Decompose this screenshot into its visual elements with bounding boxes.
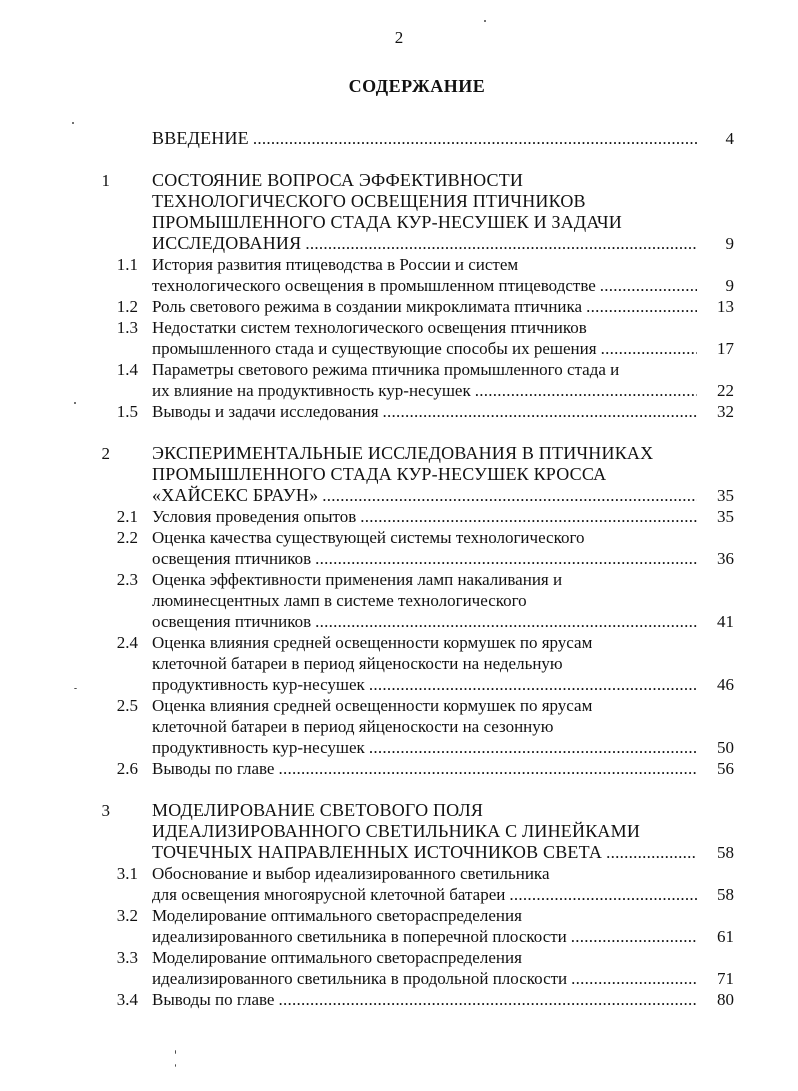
toc-entry-number: 2.1	[116, 507, 138, 526]
toc-entry-text: Моделирование оптимального светораспределения	[152, 906, 522, 925]
toc-entry-page: 4	[725, 129, 734, 148]
toc-entry-text: идеализированного светильника в продольной плоскости	[152, 969, 568, 988]
toc-entry-number: 3.2	[116, 906, 138, 925]
toc-entry-page: 58	[717, 885, 734, 904]
toc-entry-text: Выводы и задачи исследования	[152, 402, 379, 421]
dot-leader	[606, 842, 697, 863]
toc-entry-number: 2	[101, 444, 110, 463]
toc-entry-text: Моделирование оптимального светораспределения	[152, 948, 522, 967]
toc-entry-text: Выводы по главе	[152, 990, 275, 1009]
toc-entry-page: 9	[725, 276, 734, 295]
toc-entry-text: Оценка качества существующей системы технологического	[152, 528, 585, 547]
toc-entry-number: 2.5	[116, 696, 138, 715]
toc-entry-text: Условия проведения опытов	[152, 507, 357, 526]
scan-speck	[72, 122, 74, 124]
toc-entry-text: Оценка влияния средней освещенности кормушек по ярусам	[152, 633, 593, 652]
scan-speck	[74, 402, 76, 404]
toc-entry-text: МОДЕЛИРОВАНИЕ СВЕТОВОГО ПОЛЯ	[152, 800, 484, 820]
toc-entry-text: ТЕХНОЛОГИЧЕСКОГО ОСВЕЩЕНИЯ ПТИЧНИКОВ	[152, 191, 586, 211]
toc-entry-text: ПРОМЫШЛЕННОГО СТАДА КУР-НЕСУШЕК КРОССА	[152, 464, 607, 484]
page-number: 2	[394, 28, 404, 47]
toc-entry-number: 3	[101, 801, 110, 820]
dot-leader	[253, 128, 697, 149]
toc-entry-page: 22	[717, 381, 734, 400]
toc-entry-text: ТОЧЕЧНЫХ НАПРАВЛЕННЫХ ИСТОЧНИКОВ СВЕТА	[152, 842, 603, 862]
toc-entry-text: освещения птичников	[152, 549, 312, 568]
toc-entry-number: 1.5	[116, 402, 138, 421]
toc-entry-text: ВВЕДЕНИЕ	[152, 128, 249, 148]
toc-entry-page: 58	[717, 843, 734, 862]
toc-entry-text: идеализированного светильника в поперечной плоскости	[152, 927, 567, 946]
toc-entry-number: 1.3	[116, 318, 138, 337]
toc-entry-text: клеточной батареи в период яйценоскости на недельную	[152, 654, 563, 673]
toc-entry-number: 2.4	[116, 633, 138, 652]
toc-entry-number: 1	[101, 171, 110, 190]
dot-leader	[360, 506, 697, 527]
toc-entry-number: 3.3	[116, 948, 138, 967]
dot-leader	[305, 233, 697, 254]
dot-leader	[509, 884, 697, 905]
toc-entry-page: 32	[717, 402, 734, 421]
toc-entry-number: 2.3	[116, 570, 138, 589]
toc-entry-text: продуктивность кур-несушек	[152, 738, 365, 757]
scan-speck	[175, 1064, 176, 1067]
toc-entry-page: 41	[717, 612, 734, 631]
toc-entry-page: 36	[717, 549, 734, 568]
toc-entry-text: ИССЛЕДОВАНИЯ	[152, 233, 302, 253]
toc-entry-page: 35	[717, 486, 734, 505]
toc-entry-text: Оценка эффективности применения ламп накаливания и	[152, 570, 563, 589]
toc-entry-text: ИДЕАЛИЗИРОВАННОГО СВЕТИЛЬНИКА С ЛИНЕЙКАМИ	[152, 821, 641, 841]
dot-leader	[600, 275, 697, 296]
toc-entry-number: 2.2	[116, 528, 138, 547]
toc-entry-number: 3.1	[116, 864, 138, 883]
toc-entry-text: «ХАЙСЕКС БРАУН»	[152, 485, 319, 505]
toc-entry-text: технологического освещения в промышленном птицеводстве	[152, 276, 596, 295]
dot-leader	[322, 485, 697, 506]
dot-leader	[315, 548, 697, 569]
dot-leader	[475, 380, 697, 401]
toc-entry-number: 1.1	[116, 255, 138, 274]
document-title: СОДЕРЖАНИЕ	[348, 76, 486, 96]
toc-entry-number: 1.2	[116, 297, 138, 316]
toc-entry-page: 35	[717, 507, 734, 526]
toc-entry-page: 46	[717, 675, 734, 694]
toc-entry-page: 61	[717, 927, 734, 946]
toc-entry-text: для освещения многоярусной клеточной батареи	[152, 885, 506, 904]
toc-entry-page: 56	[717, 759, 734, 778]
toc-entry-text: История развития птицеводства в России и систем	[152, 255, 519, 274]
dot-leader	[571, 926, 697, 947]
dot-leader	[315, 611, 697, 632]
toc-entry-text: Параметры светового режима птичника промышленного стада и	[152, 360, 620, 379]
toc-entry-text: Роль светового режима в создании микроклимата птичника	[152, 297, 583, 316]
dot-leader	[383, 401, 697, 422]
toc-entry-number: 1.4	[116, 360, 138, 379]
toc-entry-text: ПРОМЫШЛЕННОГО СТАДА КУР-НЕСУШЕК И ЗАДАЧИ	[152, 212, 622, 232]
toc-entry-text: люминесцентных ламп в системе технологического	[152, 591, 527, 610]
toc-entry-text: Выводы по главе	[152, 759, 275, 778]
toc-entry-text: промышленного стада и существующие способы их решения	[152, 339, 597, 358]
toc-entry-text: СОСТОЯНИЕ ВОПРОСА ЭФФЕКТИВНОСТИ	[152, 170, 524, 190]
dot-leader	[278, 989, 697, 1010]
toc-entry-text: продуктивность кур-несушек	[152, 675, 365, 694]
scan-speck	[175, 1050, 176, 1054]
toc-entry-page: 17	[717, 339, 734, 358]
toc-entry-page: 9	[725, 234, 734, 253]
dot-leader	[278, 758, 697, 779]
toc-entry-number: 2.6	[116, 759, 138, 778]
scan-speck	[484, 20, 486, 22]
dot-leader	[369, 737, 697, 758]
dot-leader	[369, 674, 697, 695]
toc-entry-page: 71	[717, 969, 734, 988]
toc-entry-number: 3.4	[116, 990, 138, 1009]
toc-entry-text: ЭКСПЕРИМЕНТАЛЬНЫЕ ИССЛЕДОВАНИЯ В ПТИЧНИКАХ	[152, 443, 654, 463]
dot-leader	[571, 968, 697, 989]
toc-entry-text: Недостатки систем технологического освещения птичников	[152, 318, 587, 337]
toc-entry-page: 50	[717, 738, 734, 757]
dot-leader	[586, 296, 697, 317]
dot-leader	[601, 338, 697, 359]
toc-entry-page: 13	[717, 297, 734, 316]
toc-entry-text: клеточной батареи в период яйценоскости на сезонную	[152, 717, 554, 736]
toc-entry-text: освещения птичников	[152, 612, 312, 631]
toc-entry-text: их влияние на продуктивность кур-несушек	[152, 381, 471, 400]
toc-entry-page: 80	[717, 990, 734, 1009]
toc-entry-text: Обоснование и выбор идеализированного светильника	[152, 864, 550, 883]
scan-speck	[74, 688, 77, 689]
toc-entry-text: Оценка влияния средней освещенности кормушек по ярусам	[152, 696, 593, 715]
